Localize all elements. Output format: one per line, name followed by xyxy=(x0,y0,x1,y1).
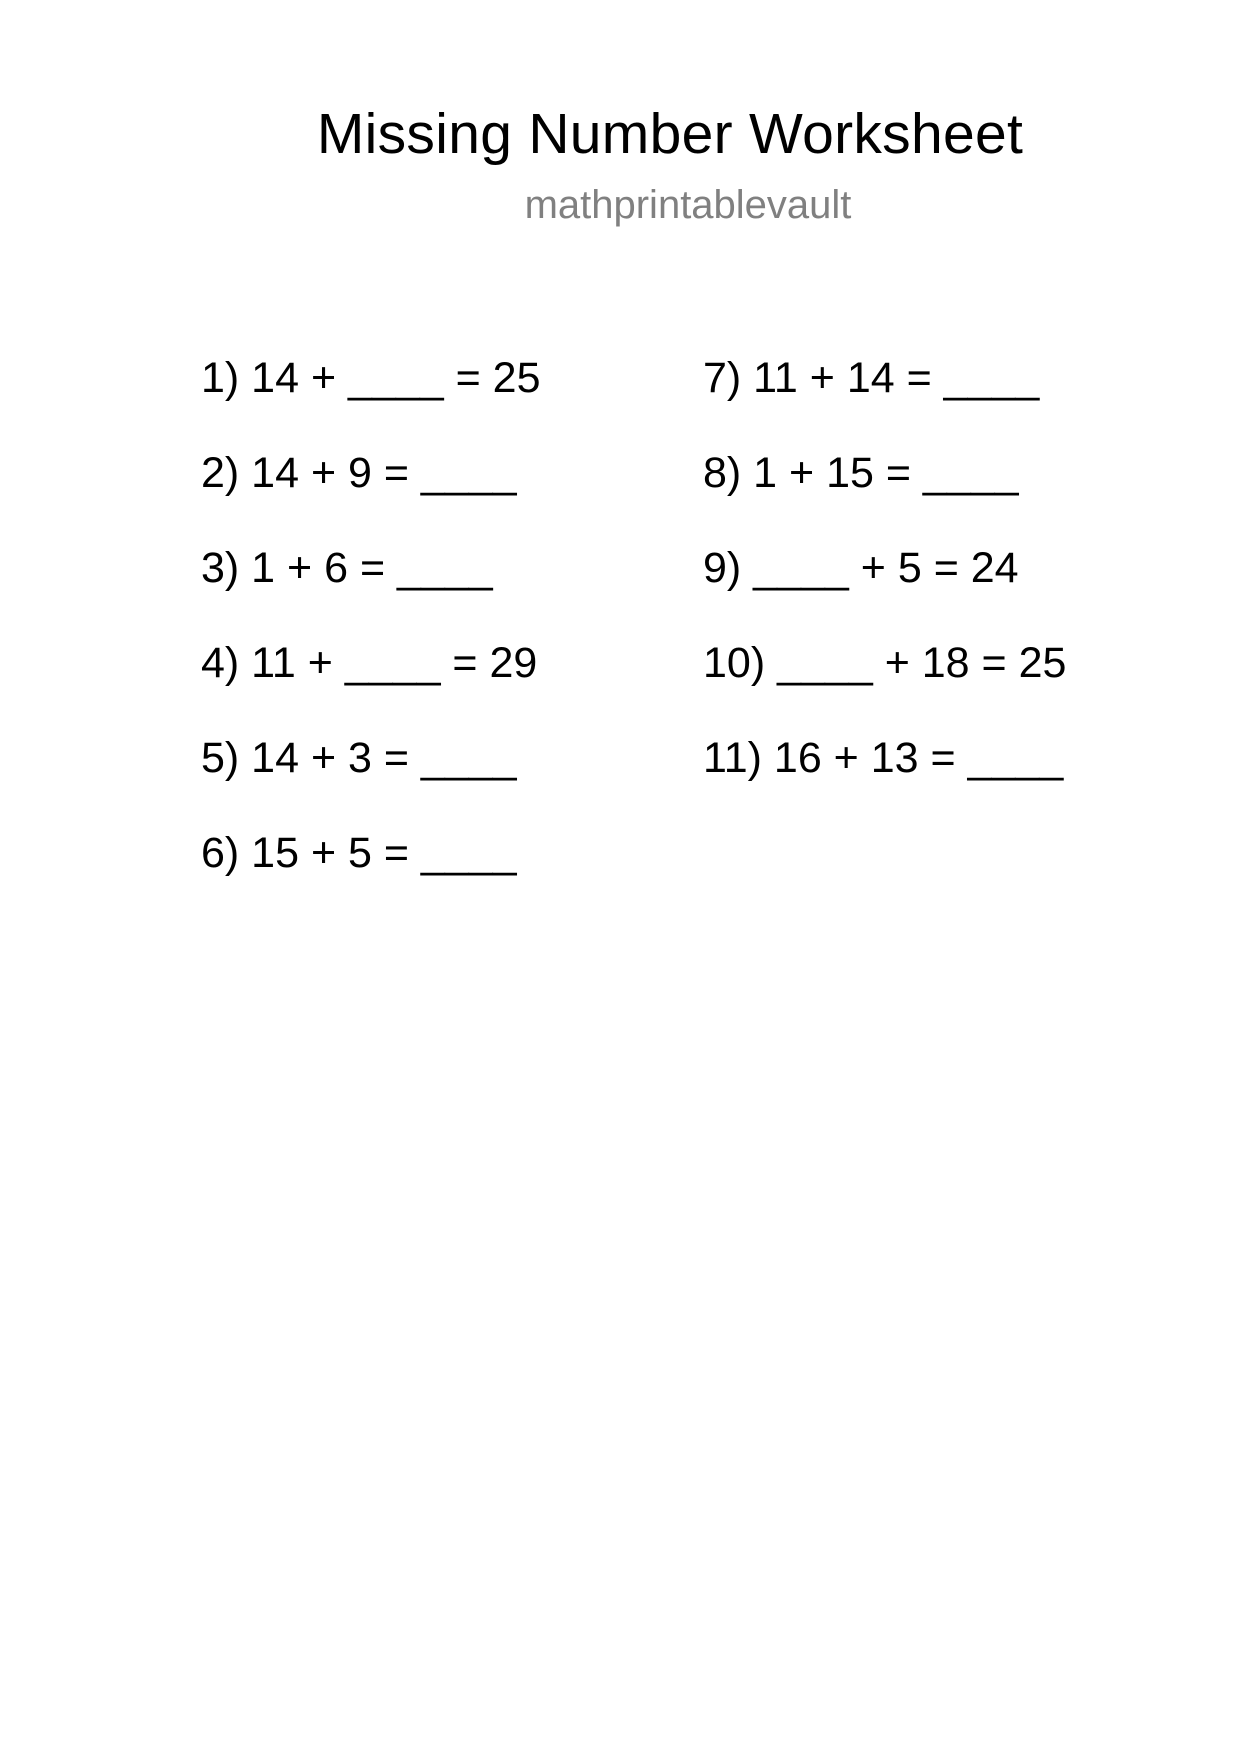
problem-5: 5) 14 + 3 = ____ xyxy=(201,734,517,782)
problem-4: 4) 11 + ____ = 29 xyxy=(201,639,538,687)
problem-7: 7) 11 + 14 = ____ xyxy=(703,354,1040,402)
page-subtitle: mathprintablevault xyxy=(524,183,852,227)
problem-9: 9) ____ + 5 = 24 xyxy=(703,544,1019,592)
page-title: Missing Number Worksheet xyxy=(316,102,1024,166)
problem-8: 8) 1 + 15 = ____ xyxy=(703,449,1019,497)
problems-column-right xyxy=(703,348,1203,823)
problem-1: 1) 14 + ____ = 25 xyxy=(201,354,541,402)
problems-column-left xyxy=(201,348,701,918)
problem-3: 3) 1 + 6 = ____ xyxy=(201,544,493,592)
problem-10: 10) ____ + 18 = 25 xyxy=(703,639,1067,687)
problem-2: 2) 14 + 9 = ____ xyxy=(201,449,517,497)
problem-6: 6) 15 + 5 = ____ xyxy=(201,829,517,877)
problem-11: 11) 16 + 13 = ____ xyxy=(703,734,1064,782)
